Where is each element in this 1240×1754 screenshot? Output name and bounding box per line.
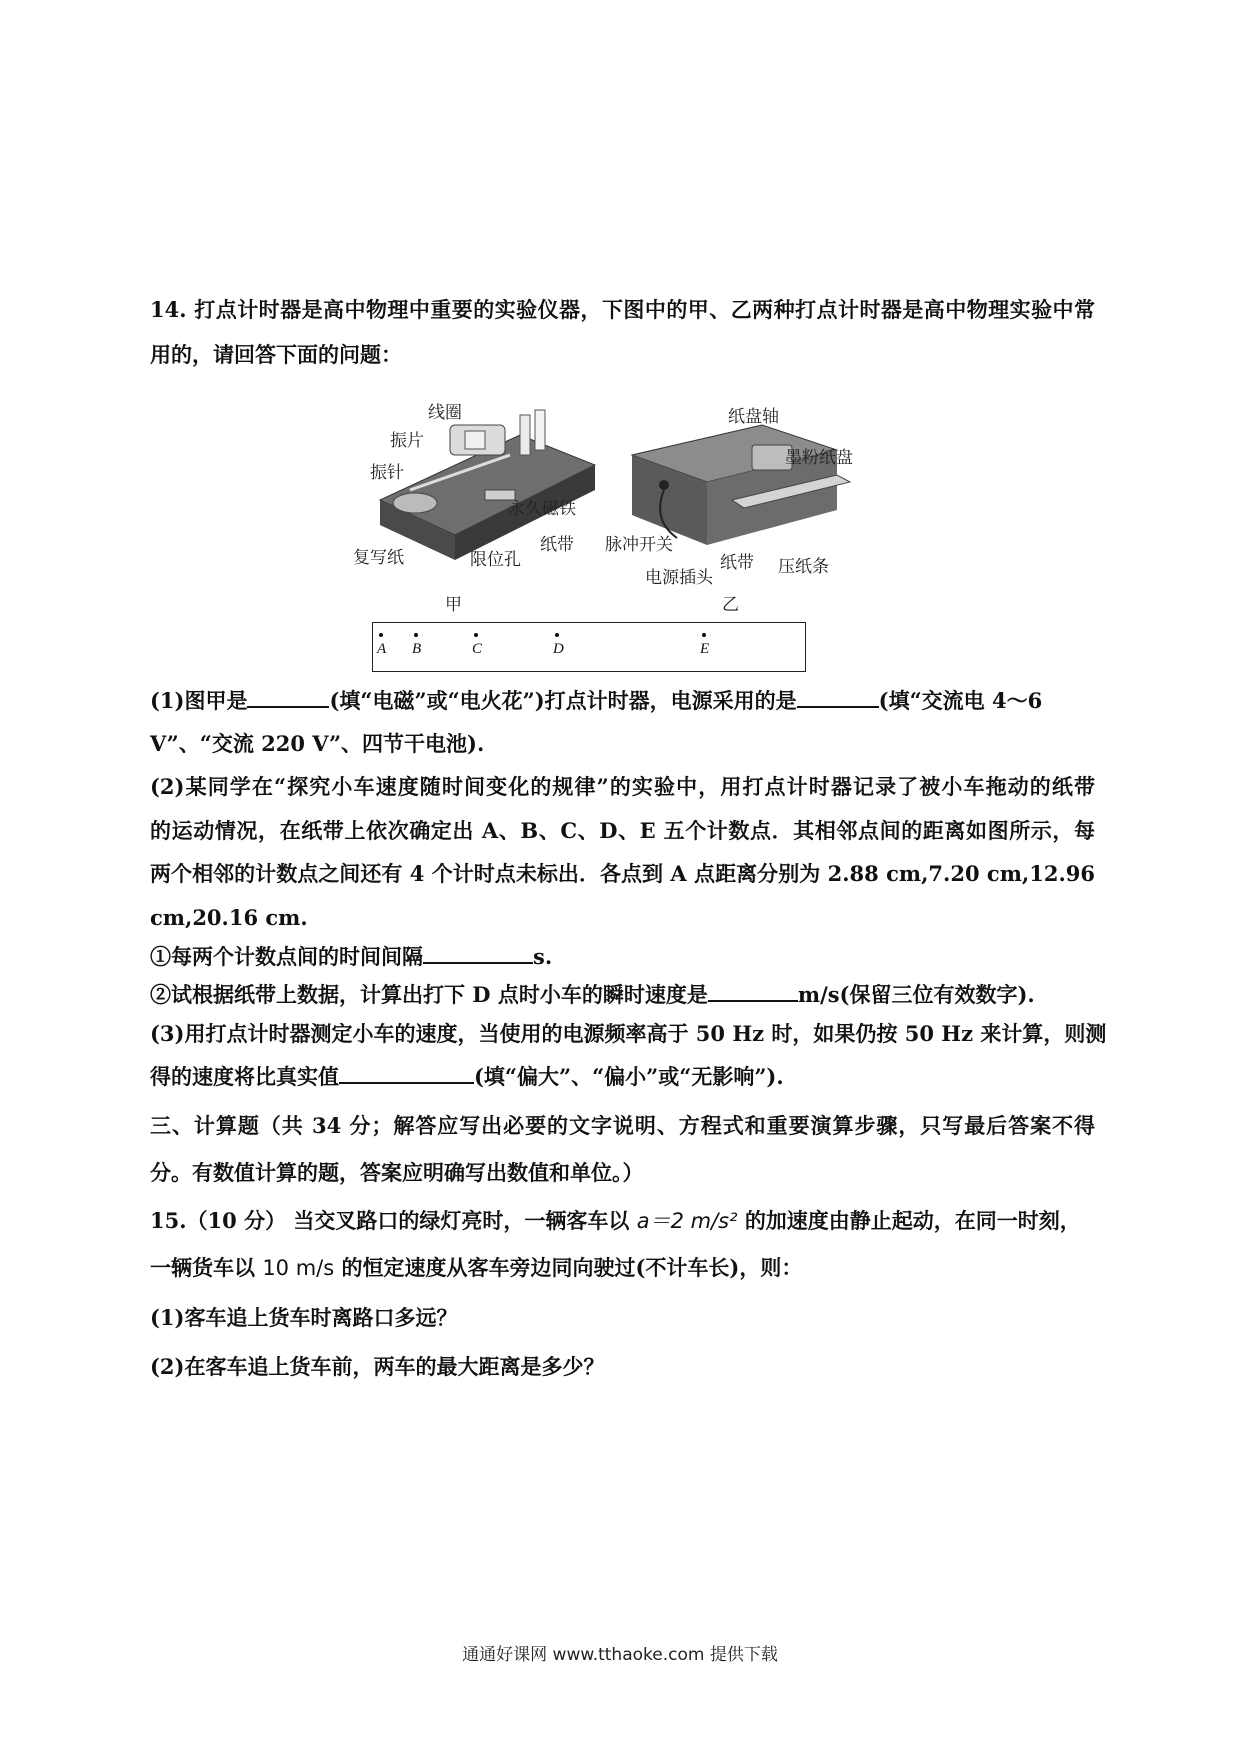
answer-blank[interactable] — [423, 940, 533, 964]
label-power-plug: 电源插头 — [645, 568, 713, 588]
q15-sub1: (1)客车追上货车时离路口多远？ — [150, 1305, 458, 1330]
q15-stem-line2: 一辆货车以 10 m/s 的恒定速度从客车旁边同向驶过(不计车长)，则： — [150, 1255, 803, 1280]
tape-point: A — [377, 633, 386, 658]
tape-point: C — [472, 633, 482, 658]
label-disc-axis: 纸盘轴 — [728, 407, 779, 427]
label-pulse-switch: 脉冲开关 — [605, 535, 673, 555]
q14-stem-line1: 14. 打点计时器是高中物理中重要的实验仪器，下图中的甲、乙两种打点计时器是高中物理实验中常 — [150, 297, 1095, 322]
label-permanent-magnet: 永久磁铁 — [508, 499, 576, 519]
section3-heading-line1: 三、计算题（共 34 分；解答应写出必要的文字说明、方程式和重要演算步骤，只写最后答案不得 — [150, 1113, 1095, 1138]
caption-yi: 乙 — [722, 595, 739, 615]
q14-part2-line2: 的运动情况，在纸带上依次确定出 A、B、C、D、E 五个计数点．其相邻点间的距离如图所示，每 — [150, 818, 1095, 843]
label-carbon-paper: 复写纸 — [353, 548, 404, 568]
q14-part2-line4: cm,20.16 cm. — [150, 905, 308, 930]
label-needle: 振针 — [370, 463, 404, 483]
tape-point: B — [412, 633, 421, 658]
tape-point: D — [553, 633, 564, 658]
label-paper-tape-right: 纸带 — [720, 553, 754, 573]
q15-sub2: (2)在客车追上货车前，两车的最大距离是多少？ — [150, 1354, 605, 1379]
paper-tape-diagram — [372, 622, 806, 672]
section3-heading-line2: 分。有数值计算的题，答案应明确写出数值和单位。） — [150, 1160, 644, 1185]
q14-part1-line1: (1)图甲是 (填“电磁”或“电火花”)打点计时器，电源采用的是 (填“交流电 4～6 — [150, 684, 1095, 717]
q14-part2-line3: 两个相邻的计数点之间还有 4 个计时点未标出．各点到 A 点距离分别为 2.88 cm,7.20 cm,12.96 — [150, 861, 1095, 886]
label-press-strip: 压纸条 — [778, 557, 829, 577]
q15-stem-line1: 15.（10 分） 当交叉路口的绿灯亮时，一辆客车以 a＝2 m/s² 的加速度由静止起动，在同一时刻， — [150, 1208, 1081, 1233]
label-coil: 线圈 — [428, 403, 462, 423]
label-ink-disc: 墨粉纸盘 — [785, 448, 853, 468]
q14-part1-line2: V”、“交流 220 V”、四节干电池). — [150, 731, 485, 756]
q14-sub2: ②试根据纸带上数据，计算出打下 D 点时小车的瞬时速度是 m/s(保留三位有效数字). — [150, 978, 1095, 1011]
answer-blank[interactable] — [247, 684, 329, 708]
tape-point: E — [700, 633, 709, 658]
q14-stem-line2: 用的，请回答下面的问题： — [150, 342, 402, 367]
caption-jia: 甲 — [445, 595, 462, 615]
page-footer: 通通好课网 www.tthaoke.com 提供下载 — [462, 1645, 778, 1665]
answer-blank[interactable] — [797, 684, 879, 708]
q14-part2-line1: (2)某同学在“探究小车速度随时间变化的规律”的实验中，用打点计时器记录了被小车拖动的纸带 — [150, 774, 1095, 799]
q14-part3-line2: 得的速度将比真实值 (填“偏大”、“偏小”或“无影响”). — [150, 1060, 1095, 1093]
label-vibrator: 振片 — [390, 431, 424, 451]
label-limit-hole: 限位孔 — [470, 550, 521, 570]
answer-blank[interactable] — [708, 978, 798, 1002]
label-paper-tape-left: 纸带 — [540, 535, 574, 555]
answer-blank[interactable] — [339, 1060, 474, 1084]
q14-sub1: ①每两个计数点间的时间间隔 s. — [150, 940, 1095, 973]
q14-part3-line1: (3)用打点计时器测定小车的速度，当使用的电源频率高于 50 Hz 时，如果仍按 50 Hz 来计算，则测 — [150, 1021, 1107, 1046]
